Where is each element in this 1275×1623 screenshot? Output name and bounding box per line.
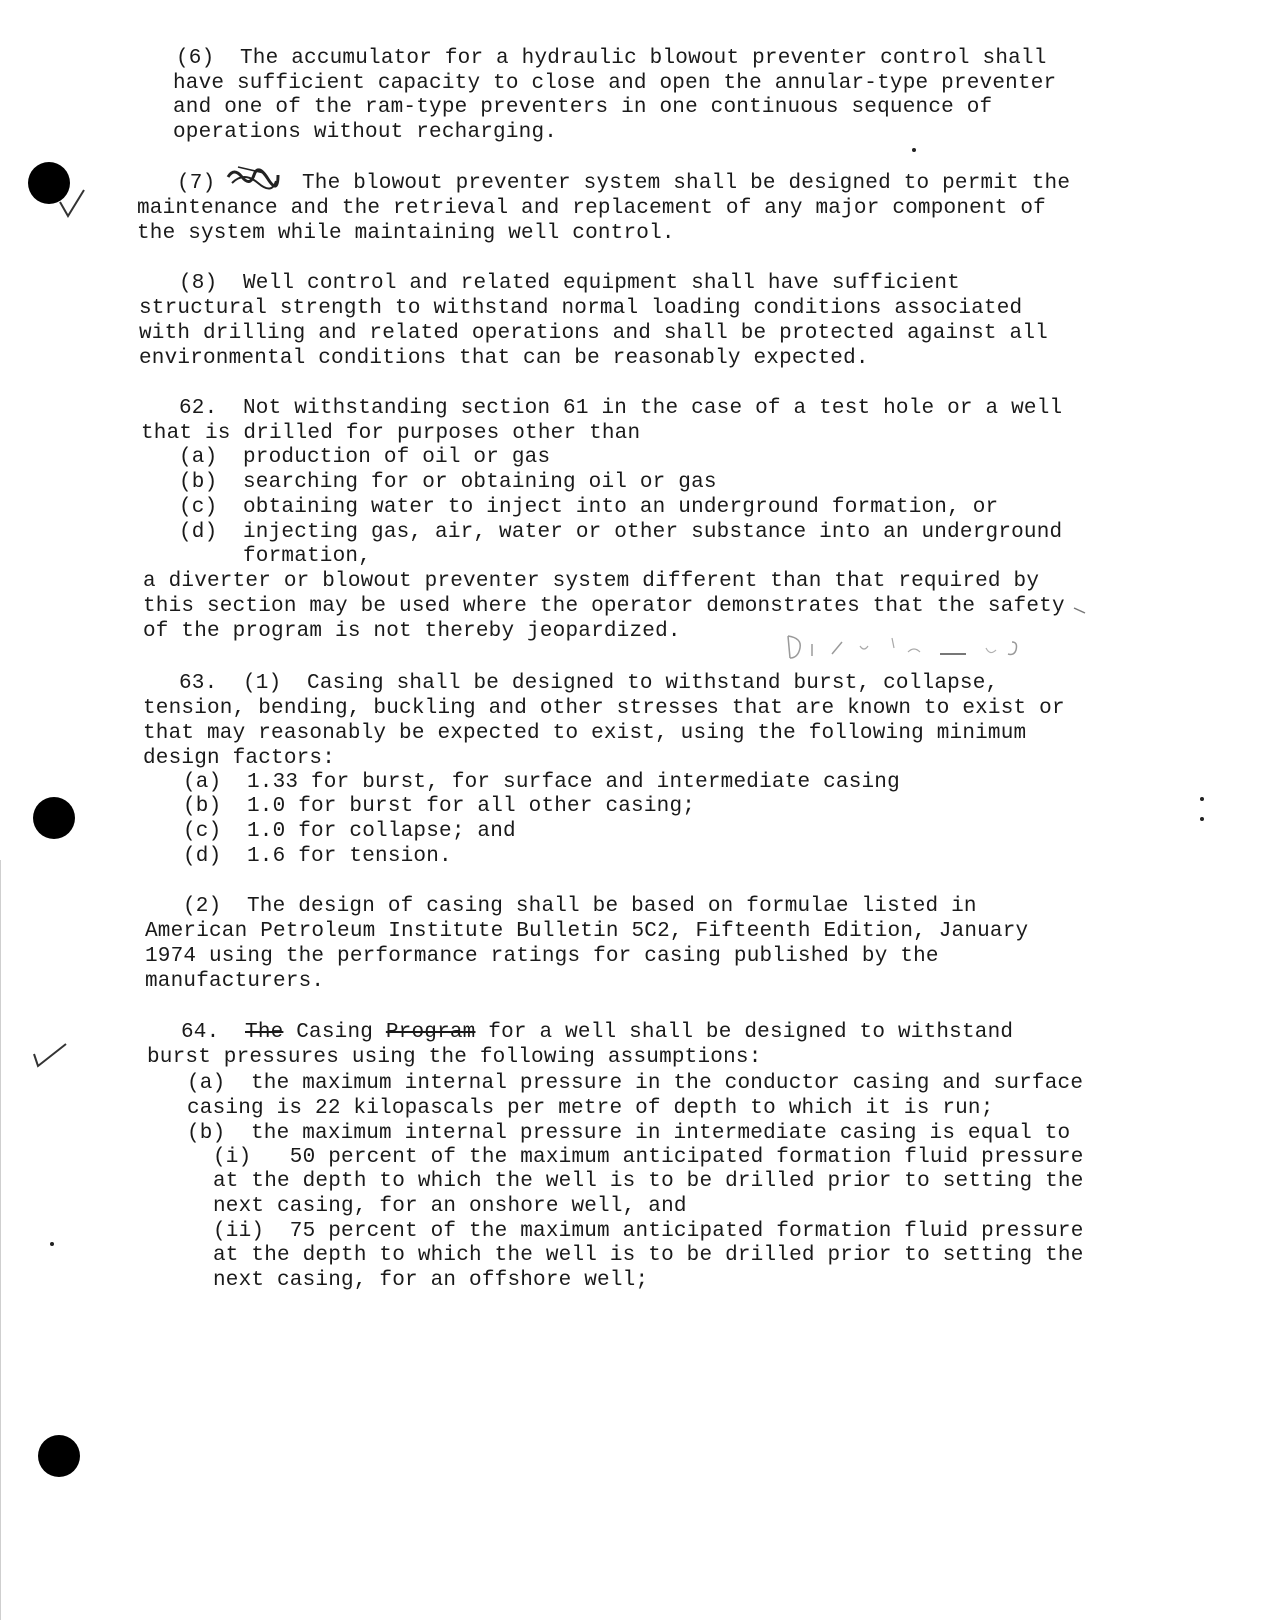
section-62-line: 62. Not withstanding section 61 in the case of a test hole or a well (179, 397, 1063, 420)
speck (1200, 797, 1204, 801)
punch-hole-bottom (38, 1435, 80, 1477)
struck-word: Program (385, 1021, 476, 1044)
section-63-line: tension, bending, buckling and other stresses that are known to exist or (143, 697, 1065, 720)
section-64-b-i-line: at the depth to which the well is to be drilled prior to setting the (213, 1170, 1084, 1193)
para-6-line: and one of the ram-type preventers in one continuous sequence of (173, 96, 993, 119)
section-64-b-i-line: (i) 50 percent of the maximum anticipated formation fluid pressure (213, 1146, 1084, 1169)
section-63-item-label: (c) (183, 820, 222, 843)
para-6-line: (6) The accumulator for a hydraulic blowout preventer control shall (176, 47, 1047, 70)
section-64-b-line: (b) the maximum internal pressure in intermediate casing is equal to (187, 1122, 1071, 1145)
section-62-item-label: (d) (179, 521, 218, 544)
section-64-casing-word: Casing (296, 1021, 374, 1044)
section-64-first-line-end: for a well shall be designed to withstand (488, 1021, 1014, 1044)
page-edge-line (0, 860, 1, 1620)
checkmark-icon (32, 1040, 72, 1072)
para-7-line: the system while maintaining well control. (137, 222, 675, 245)
section-62-line: that is drilled for purposes other than (141, 422, 641, 445)
section-64-b-ii-line: (ii) 75 percent of the maximum anticipated formation fluid pressure (213, 1220, 1084, 1243)
speck (1200, 817, 1204, 821)
speck (912, 148, 916, 152)
section-64-first-line (181, 1021, 1013, 1045)
para-6-line: have sufficient capacity to close and open the annular-type preventer (173, 72, 1057, 95)
section-63-item-text: 1.6 for tension. (247, 845, 452, 868)
section-63-sub2-line: manufacturers. (145, 970, 325, 993)
section-63-sub2-line: (2) The design of casing shall be based on formulae listed in (183, 895, 977, 918)
section-63-sub2-line: 1974 using the performance ratings for casing published by the (145, 945, 939, 968)
section-64-a-line: casing is 22 kilopascals per metre of depth to which it is run; (187, 1097, 994, 1120)
section-62-item-text: production of oil or gas (243, 446, 551, 469)
section-63-item-label: (d) (183, 845, 222, 868)
section-62-item-label: (c) (179, 496, 218, 519)
speck (50, 1242, 54, 1246)
para-8-line: (8) Well control and related equipment shall have sufficient (179, 272, 960, 295)
section-64-line: burst pressures using the following assumptions: (147, 1046, 762, 1069)
section-62-closing-line: a diverter or blowout preventer system different than that required by (143, 570, 1040, 593)
section-62-closing-line: of the program is not thereby jeopardized. (143, 620, 681, 643)
para-8-line: structural strength to withstand normal loading conditions associated (139, 297, 1023, 320)
para-8-line: with drilling and related operations and shall be protected against all (139, 322, 1048, 345)
section-64-b-ii-line: next casing, for an offshore well; (213, 1269, 649, 1292)
section-64-b-ii-line: at the depth to which the well is to be drilled prior to setting the (213, 1244, 1084, 1267)
section-63-line: design factors: (143, 747, 336, 770)
para-7-line: The blowout preventer system shall be designed to permit the (302, 172, 1071, 195)
section-63-item-text: 1.0 for collapse; and (247, 820, 516, 843)
para-7-number: (7) (177, 172, 216, 195)
faint-handwriting-icon (780, 628, 1040, 664)
section-63-line: 63. (1) Casing shall be designed to withstand burst, collapse, (179, 672, 999, 695)
punch-hole-middle (33, 797, 75, 839)
section-63-item-label: (b) (183, 795, 222, 818)
section-62-closing-line: this section may be used where the operator demonstrates that the safety (143, 595, 1065, 618)
para-6-line: operations without recharging. (173, 121, 558, 144)
section-62-item-continuation: formation, (243, 545, 372, 568)
section-64-a-line: (a) the maximum internal pressure in the conductor casing and surface (187, 1072, 1084, 1095)
section-62-item-text: injecting gas, air, water or other substance into an underground (243, 521, 1063, 544)
struck-word: The (245, 1021, 284, 1044)
section-62-item-label: (a) (179, 446, 218, 469)
section-62-item-text: obtaining water to inject into an underground formation, or (243, 496, 999, 519)
section-63-line: that may reasonably be expected to exist, using the following minimum (143, 722, 1027, 745)
section-63-item-label: (a) (183, 771, 222, 794)
dash-mark-icon (1073, 606, 1089, 616)
section-64-b-i-line: next casing, for an onshore well, and (213, 1195, 687, 1218)
section-62-item-label: (b) (179, 471, 218, 494)
scribble-icon (224, 163, 280, 193)
section-64-number: 64. (181, 1021, 220, 1044)
para-7-line: maintenance and the retrieval and replacement of any major component of (137, 197, 1046, 220)
section-63-sub2-line: American Petroleum Institute Bulletin 5C2, Fifteenth Edition, January (145, 920, 1029, 943)
section-62-item-text: searching for or obtaining oil or gas (243, 471, 717, 494)
checkmark-icon (58, 188, 88, 228)
section-63-item-text: 1.0 for burst for all other casing; (247, 795, 696, 818)
section-63-item-text: 1.33 for burst, for surface and intermediate casing (247, 771, 900, 794)
para-8-line: environmental conditions that can be reasonably expected. (139, 347, 869, 370)
